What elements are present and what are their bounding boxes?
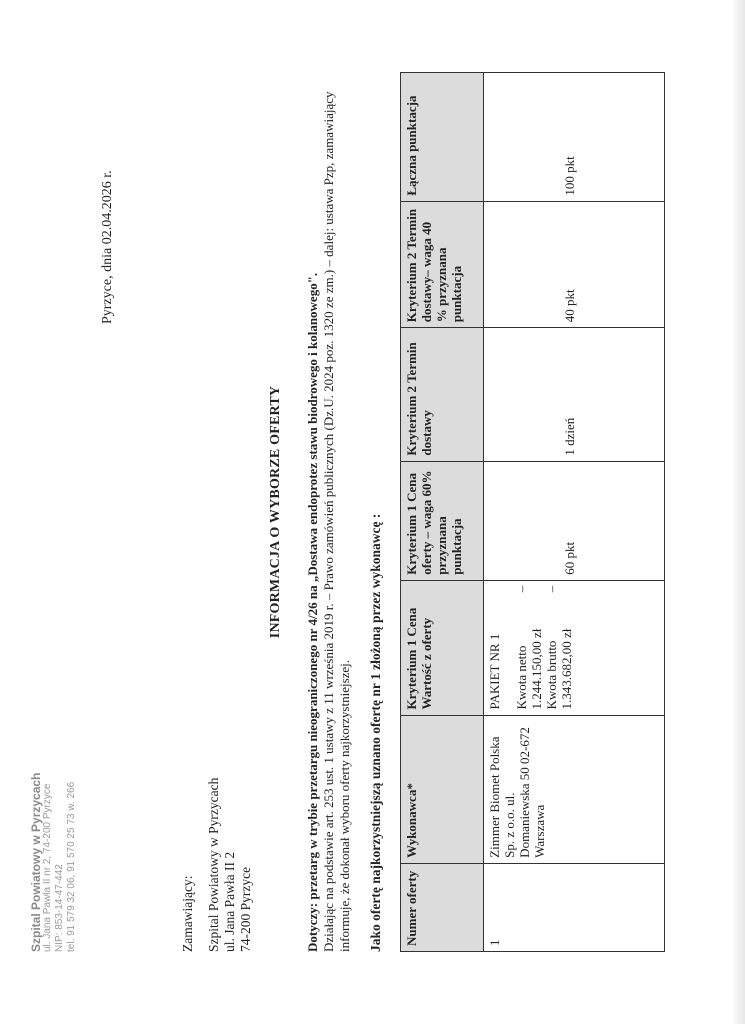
table-header-row xyxy=(401,73,484,952)
header-kryterium-1-cena: Kryterium 1 Cena Wartość z oferty xyxy=(401,580,484,715)
document-title: INFORMACJA O WYBORZE OFERTY xyxy=(268,385,283,639)
zamawiajacy-name: Szpital Powiatowy w Pyrzycach xyxy=(206,777,221,952)
cell-wykonawca: Zimmer Biomet Polska Sp. z o.o. ul. Domaniewska 50 02-672 Warszawa xyxy=(484,715,665,863)
cell-punktacja-1: 60 pkt xyxy=(484,461,665,580)
stamp-line-nip: NIP: 853-14-47-442 xyxy=(54,864,65,952)
stamp-line-address: ul. Jana Pawła II nr 2, 74-200 Pyrzyce xyxy=(42,783,53,952)
header-laczna-punktacja: Łączna punktacja xyxy=(401,73,484,202)
cell-punktacja-2: 40 pkt xyxy=(484,201,665,328)
zamawiajacy-city: 74-200 Pyrzyce xyxy=(238,866,253,952)
best-offer-statement: Jako ofertę najkorzystniejszą uznano ofertę nr 1 złożoną przez wykonawcę : xyxy=(368,513,383,952)
netto-label: Kwota netto xyxy=(514,645,529,710)
header-numer-oferty: Numer oferty xyxy=(401,863,484,951)
netto-dash: – xyxy=(514,585,529,593)
dotyczy-subject: Dotyczy: przetarg w trybie przetargu nieograniczonego nr 4/26 na „Dostawa endoprotez stawu biodrowego i kolanowego". xyxy=(305,272,320,952)
brutto-label: Kwota brutto xyxy=(544,640,559,710)
zamawiajacy-label: Zamawiający: xyxy=(180,875,195,952)
dotyczy-paragraph xyxy=(305,72,353,952)
pakiet-label: PAKIET NR 1 xyxy=(487,633,502,710)
netto-value: 1.244.150,00 zł xyxy=(529,628,544,710)
brutto-line xyxy=(544,586,559,710)
brutto-value: 1.343.682,00 zł xyxy=(559,628,574,710)
stamp-line-name: Szpital Powiatowy w Pyrzycach xyxy=(29,772,43,952)
offers-table xyxy=(400,72,665,952)
header-kryterium-2-punktacja: Kryterium 2 Termin dostawy– waga 40 % przyznana punktacja xyxy=(401,201,484,328)
zamawiajacy-street: ul. Jana Pawła II 2 xyxy=(222,851,237,952)
netto-line xyxy=(514,586,529,710)
dotyczy-legal-basis: Działając na podstawie art. 253 ust. 1 ustawy z 11 września 2019 r. – Prawo zamówień publicznych (Dz.U. 2024 poz. 1320 ze zm.) – dalej: ustawa Pzp, zamawiający informuje, że dokonał wyboru oferty najkorzystniejszej. xyxy=(321,91,352,952)
header-kryterium-1-punktacja: Kryterium 1 Cena oferty – waga 60% przyznana punktacja xyxy=(401,461,484,580)
brutto-dash: – xyxy=(544,585,559,593)
cell-numer: 1 xyxy=(484,863,665,951)
stamp-line-phone: tel. 91 579 32 06, 91 570 25 73 w. 266 xyxy=(66,781,77,952)
table-row xyxy=(484,73,665,952)
cell-laczna-punktacja: 100 pkt xyxy=(484,73,665,202)
hospital-stamp xyxy=(30,773,78,952)
cell-termin-dostawy: 1 dzień xyxy=(484,328,665,461)
cell-cena xyxy=(484,580,665,715)
place-date: Pyrzyce, dnia 02.04.2026 r. xyxy=(100,170,115,324)
header-wykonawca: Wykonawca* xyxy=(401,715,484,863)
zamawiajacy-block xyxy=(180,778,254,952)
header-kryterium-2-termin: Kryterium 2 Termin dostawy xyxy=(401,328,484,461)
